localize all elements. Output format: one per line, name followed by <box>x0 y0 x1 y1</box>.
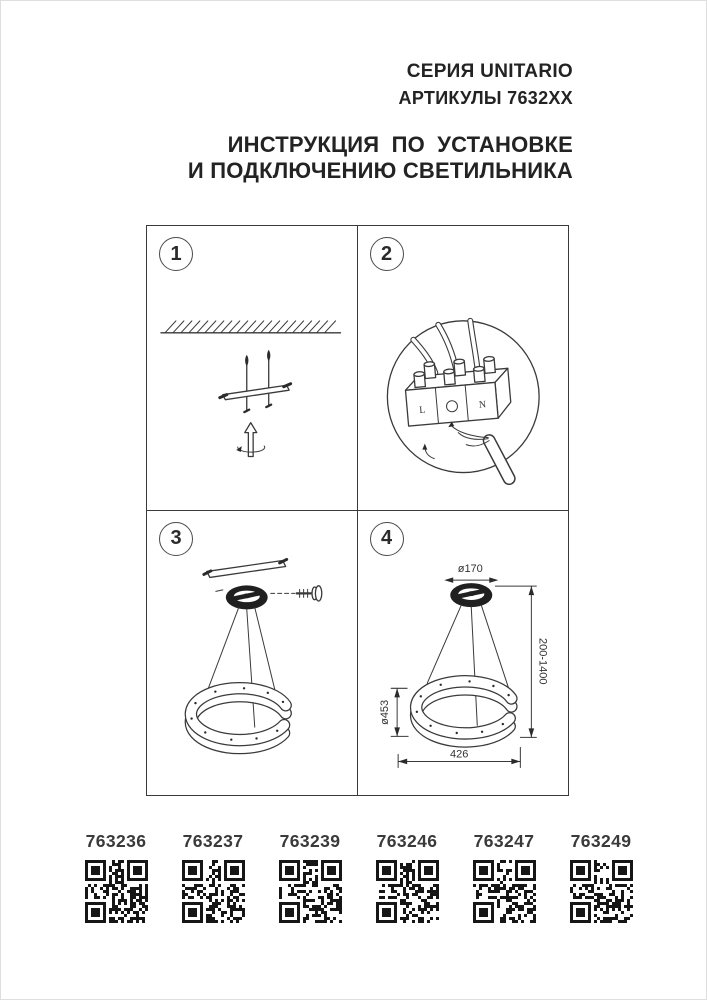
articles-label: АРТИКУЛЫ 7632XX <box>398 88 573 108</box>
screw-in-rotate-arrow-icon <box>236 423 264 457</box>
canopy-diameter-label: ø170 <box>457 562 483 575</box>
step-number-badge: 2 <box>370 237 404 271</box>
dimension-canopy-diameter <box>444 563 498 583</box>
qr-item <box>178 831 248 923</box>
canopy-icon <box>226 585 268 609</box>
step-number-badge: 1 <box>159 237 193 271</box>
qr-article-label: 763247 <box>473 831 535 851</box>
qr-code-image <box>279 860 342 923</box>
terminal-neutral-label: N <box>477 399 487 411</box>
supply-wires-icon <box>413 321 477 373</box>
series-label: СЕРИЯ UNITARIO <box>406 61 573 82</box>
step-cell-3 <box>147 511 358 796</box>
dimension-suspension-height <box>495 586 548 737</box>
qr-code-image <box>570 860 633 923</box>
small-dash <box>216 589 223 590</box>
qr-item <box>469 831 539 923</box>
qr-item <box>372 831 442 923</box>
step-cell-1 <box>147 226 358 511</box>
qr-item <box>275 831 345 923</box>
ring-width-label: 426 <box>449 747 468 760</box>
terminal-block-icon <box>403 355 512 426</box>
anchor-screws-icon <box>220 350 291 412</box>
step-cell-2 <box>358 226 569 511</box>
step-cell-4 <box>358 511 569 796</box>
dimension-ring-diameter <box>379 688 408 736</box>
header-block <box>399 59 573 111</box>
qr-code-image <box>182 860 245 923</box>
qr-article-label: 763239 <box>279 831 341 851</box>
suspension-cables-icon <box>207 607 275 727</box>
page-title <box>188 132 573 184</box>
canopy-icon <box>450 583 492 607</box>
qr-code-image <box>376 860 439 923</box>
terminal-live-label: L <box>418 404 426 417</box>
title-line-2: И ПОДКЛЮЧЕНИЮ СВЕТИЛЬНИКА <box>187 158 573 183</box>
qr-article-label: 763236 <box>85 831 147 851</box>
qr-section <box>81 831 636 923</box>
qr-article-label: 763246 <box>376 831 438 851</box>
qr-item <box>81 831 151 923</box>
step-number-badge: 3 <box>159 522 193 556</box>
steps-grid <box>146 225 569 796</box>
cable-icon <box>422 422 509 479</box>
mounting-bracket-icon <box>204 559 287 577</box>
step-number-badge: 4 <box>370 522 404 556</box>
mounting-screw-icon <box>297 585 322 600</box>
qr-code-image <box>473 860 536 923</box>
qr-code-image <box>85 860 148 923</box>
ring-diameter-label: ø453 <box>378 699 391 725</box>
qr-item <box>566 831 636 923</box>
ring-fixture-icon <box>415 680 511 741</box>
dimension-ring-width <box>398 747 520 767</box>
title-line-1: ИНСТРУКЦИЯ ПО УСТАНОВКЕ <box>227 132 573 157</box>
suspension-height-label: 200-1400 <box>535 637 548 685</box>
qr-article-label: 763237 <box>182 831 244 851</box>
suspension-cables-icon <box>427 605 508 725</box>
qr-article-label: 763249 <box>570 831 632 851</box>
ceiling-hatch-icon <box>161 321 341 333</box>
ring-fixture-icon <box>190 687 285 748</box>
